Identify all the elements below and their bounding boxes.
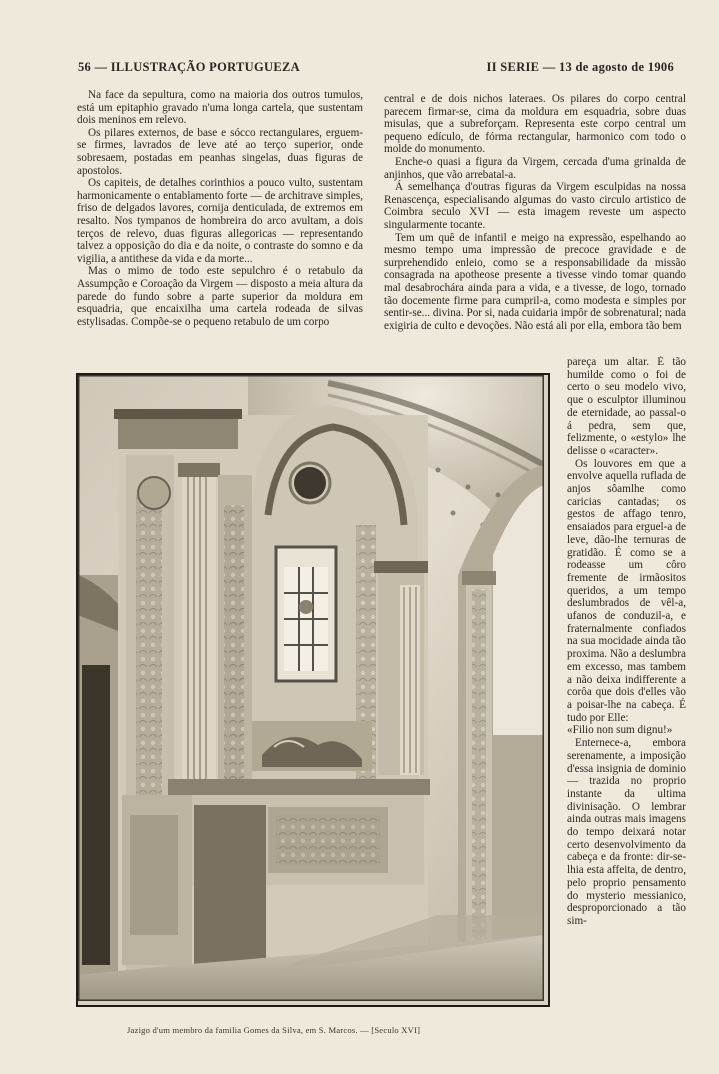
paragraph: Enche-o quasi a figura da Virgem, cercada d'uma grinalda de anjinhos, que vão arrebatal-a. bbox=[384, 155, 686, 181]
text-column-right bbox=[567, 356, 686, 1042]
paragraph: central e de dois nichos lateraes. Os pilares do corpo central parecem firmar-se, cima da moldura em esquadria, sobre duas misulas, que a subreforçam. Representa este corpo central um pequeno edículo, de fórma rectangular, harmonico com todo o molde do monumento. bbox=[384, 93, 686, 156]
paragraph: Os pilares externos, de base e sócco rectangulares, erguem-se firmes, lavrados de leve até ao terço superior, onde sobresaem, postadas em peanhas singelas, duas figuras de apostolos. bbox=[77, 126, 363, 177]
paragraph: Á semelhança d'outras figuras da Virgem esculpidas na nossa Renascença, especialisando algumas do vasto circulo artistico de Coimbra seculo XVI — esta imagem reveste um aspecto singularmente tocante. bbox=[384, 181, 686, 231]
page-title: 56 — ILLUSTRAÇÃO PORTUGUEZA bbox=[78, 60, 300, 74]
paragraph: Os louvores em que a envolve aquella ruflada de anjos sôamlhe como caricias cantadas; os gestos de affago tenro, ensaiados para erguel-a de leve, dão-lhe ternuras de gratidão. É como se a rodeasse um côro fremente de irmãositos queridos, a um tempo deslumbrados de vêl-a, ufanos de conduzil-a, e fraternalmente confiados na sua mocidade ainda tão proxima. Não a deslumbra em excesso, mas tambem a não deixa indifferente a corôa que dois d'elles vão a poisar-lhe na cabeça. É tudo por Elle: bbox=[567, 457, 686, 724]
latin-quote: «Filio non sum dignu!» bbox=[567, 724, 673, 737]
tomb-photograph bbox=[76, 373, 550, 1007]
paragraph: pareça um altar. É tão humilde como o foi de certo o seu modelo vivo, que o esculptor illuminou de eternidade, ao passal-o á pedra, sem que, felizmente, o «estylo» lhe delisse o «caracter». bbox=[567, 356, 686, 457]
paragraph: Tem um quê de infantil e meigo na expressão, espelhando ao mesmo tempo uma impressão de precoce gravidade e de surprehendido enleio, como se a responsabilidade da missão consagrada na apotheose presente a tivesse vindo tomar quando mal desabrochára ainda para a vida, e a tivesse, de logo, tornado tão docemente firme para cumpril-a, como modesta e simples por sentir-se... divina. Por si, nada cuidaria impôr de sobrenatural; nada exigiria de culto e devoções. Não está ali por ella, embora tão bem bbox=[384, 231, 686, 332]
page-header bbox=[78, 60, 674, 78]
paragraph: Na face da sepultura, como na maioria dos outros tumulos, está um epitaphio gravado n'uma longa cartela, que sustentam dois meninos em relevo. bbox=[77, 89, 363, 127]
text-column-left bbox=[77, 89, 363, 353]
paragraph: Os capiteis, de detalhes corinthios a pouco vulto, sustentam harmonicamente o entablamento forte — de architrave simples, friso de delgados lavores, cornija denticulada, de extremos em resalto. Nos tympanos de hombreira do arco avultam, a dois terços de relevo, duas figuras allegoricas — representando talvez a opposição do dia e da noite, o contraste do somno e da vigilia, a antithese da vida e da morte... bbox=[77, 177, 363, 265]
paragraph: Mas o mimo de todo este sepulchro é o retabulo da Assumpção e Coroação da Virgem — disposto a meia altura da parede do fundo sobre a parte superior da moldura em esquadria, que encaixilha uma cartela rodeada de silvas estylisadas. Compõe-se o pequeno retabulo de um corpo bbox=[77, 265, 363, 328]
text-column-middle bbox=[384, 93, 686, 359]
paragraph: Enternece-a, embora serenamente, a imposição d'essa insignia de dominio — trazida no proprio instante da ultima divinisação. O lembrar ainda outras mais imagens do tempo deixará notar certo desenvolvimento da cabeça e da fronte: dir-se-lhia esta affeita, de dentro, pelo proprio pensamento do mysterio messianico, desproporcionado a tão sim- bbox=[567, 737, 686, 927]
tomb-illustration bbox=[78, 375, 544, 1001]
figure-caption: Jazigo d'um membro da familia Gomes da Silva, em S. Marcos. — [Seculo XVI] bbox=[127, 1025, 421, 1035]
series-date: II SERIE — 13 de agosto de 1906 bbox=[486, 60, 674, 74]
